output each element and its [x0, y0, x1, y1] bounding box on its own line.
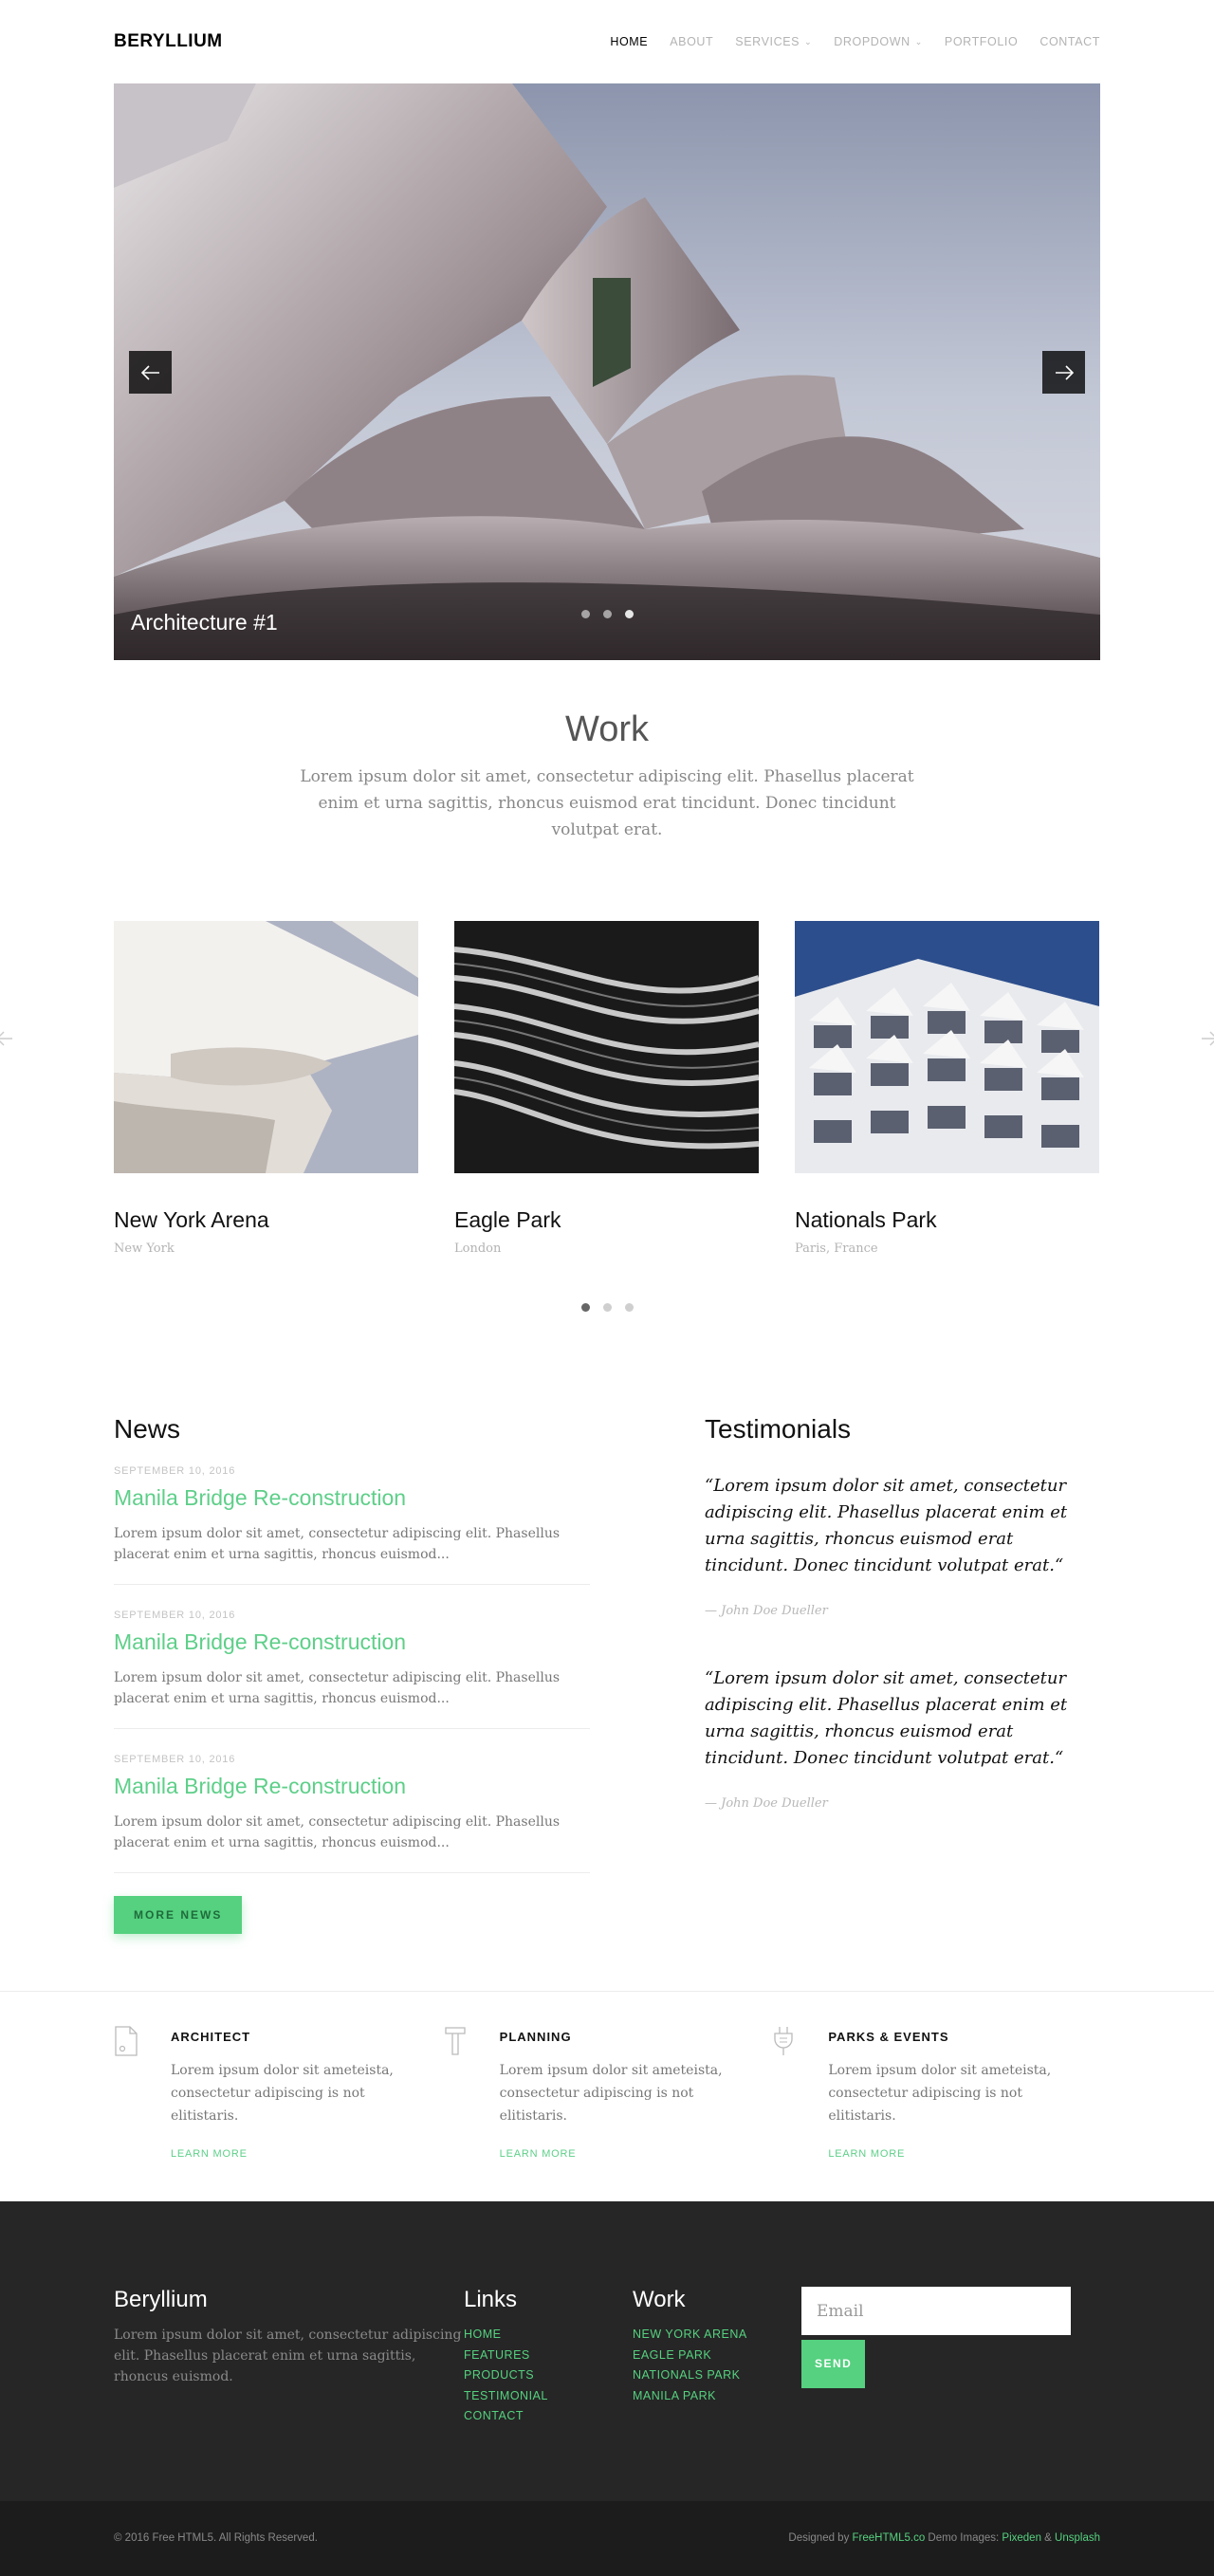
plug-icon: [771, 2026, 796, 2056]
hero-dot-3[interactable]: [625, 610, 634, 618]
work-section: [114, 660, 1100, 1312]
nav-dropdown[interactable]: [834, 35, 923, 48]
bottom-bar: [0, 2501, 1214, 2576]
footer-work: [633, 2287, 801, 2427]
news-testimonials: [114, 1414, 1100, 1934]
work-image-new-york-arena: [114, 921, 418, 1173]
footer-links: [464, 2287, 633, 2427]
hero-pagination: [114, 610, 1100, 618]
footer-links-title: Links: [464, 2287, 518, 2312]
copyright-text: © 2016 Free HTML5. All Rights Reserved.: [114, 2532, 318, 2544]
work-dot-3[interactable]: [625, 1303, 634, 1312]
hero-prev-button[interactable]: [129, 351, 172, 394]
designed-by-label: Designed by: [788, 2532, 850, 2544]
nav-contact-label: CONTACT: [1039, 35, 1100, 48]
hero-slider: [114, 83, 1100, 660]
work-carousel: [114, 921, 1100, 1312]
work-card-location: New York: [114, 1242, 175, 1256]
testimonials-column: [705, 1414, 1100, 1934]
news-item-title[interactable]: Manila Bridge Re-construction: [114, 1629, 407, 1654]
work-card[interactable]: [795, 921, 1099, 1256]
pixeden-link[interactable]: Pixeden: [1002, 2532, 1041, 2544]
nav-dropdown-label: DROPDOWN: [834, 35, 910, 48]
hero-dot-2[interactable]: [603, 610, 612, 618]
work-card-location: Paris, France: [795, 1242, 878, 1256]
work-image-eagle-park: [454, 921, 759, 1173]
nav-about-label: ABOUT: [670, 35, 714, 48]
footer-link-products[interactable]: PRODUCTS: [464, 2368, 535, 2382]
footer-about-title: Beryllium: [114, 2287, 208, 2312]
footer-link-contact[interactable]: CONTACT: [464, 2409, 524, 2422]
nav-portfolio-label: PORTFOLIO: [944, 35, 1019, 48]
footer-about: [114, 2287, 464, 2427]
more-news-button[interactable]: MORE NEWS: [114, 1896, 242, 1934]
hero-caption: Architecture #1: [131, 610, 278, 635]
work-card-title: Nationals Park: [795, 1207, 937, 1232]
news-item-title[interactable]: Manila Bridge Re-construction: [114, 1774, 407, 1798]
feature-title: ARCHITECT: [171, 2030, 251, 2044]
news-item: [114, 1585, 590, 1729]
features-section: [114, 1992, 1100, 2201]
testimonial-author: — John Doe Dueller: [705, 1796, 828, 1811]
learn-more-link[interactable]: LEARN MORE: [499, 2148, 577, 2160]
email-field[interactable]: [801, 2287, 1071, 2335]
hammer-icon: [443, 2026, 468, 2056]
nav-services-label: SERVICES: [735, 35, 800, 48]
nav-services[interactable]: [735, 35, 812, 48]
nav-about[interactable]: [670, 35, 713, 48]
footer-about-text: Lorem ipsum dolor sit amet, consectetur adipiscing elit. Phasellus placerat enim et urna sagittis, rhoncus euismod.: [114, 2328, 462, 2384]
feature-text: Lorem ipsum dolor sit ameteista, consectetur adipiscing is not elitistaris.: [828, 2063, 1052, 2124]
news-date: SEPTEMBER 10, 2016: [114, 1465, 236, 1477]
credits: [788, 2532, 1100, 2544]
work-dot-1[interactable]: [581, 1303, 590, 1312]
main-nav: [588, 35, 1100, 48]
newsletter-form: [801, 2287, 1100, 2427]
feature-title: PARKS & EVENTS: [828, 2030, 949, 2044]
work-card[interactable]: [114, 921, 418, 1256]
news-excerpt: Lorem ipsum dolor sit amet, consectetur adipiscing elit. Phasellus placerat enim et urna sagittis, rhoncus euismod...: [114, 1526, 561, 1562]
nav-contact[interactable]: [1039, 35, 1100, 48]
testimonials-title: Testimonials: [705, 1414, 852, 1444]
footer-work-link[interactable]: NEW YORK ARENA: [633, 2328, 747, 2341]
work-card-title: New York Arena: [114, 1207, 269, 1232]
footer-link-testimonial[interactable]: TESTIMONIAL: [464, 2388, 548, 2402]
footer-link-features[interactable]: FEATURES: [464, 2347, 530, 2362]
news-column: [114, 1414, 590, 1934]
testimonial-author: — John Doe Dueller: [705, 1604, 828, 1618]
footer-work-link[interactable]: NATIONALS PARK: [633, 2368, 741, 2382]
footer-link-home[interactable]: HOME: [464, 2328, 502, 2341]
hero-image: [114, 83, 1100, 660]
learn-more-link[interactable]: LEARN MORE: [171, 2148, 248, 2160]
chevron-down-icon: ⌄: [804, 36, 813, 46]
site-logo[interactable]: BERYLLIUM: [114, 31, 223, 51]
footer-work-link[interactable]: MANILA PARK: [633, 2388, 716, 2402]
site-footer: [0, 2201, 1214, 2501]
site-header: [0, 0, 1214, 83]
news-date: SEPTEMBER 10, 2016: [114, 1754, 236, 1765]
feature-architect: [114, 2026, 443, 2160]
feature-parks-events: [771, 2026, 1100, 2160]
hero-next-button[interactable]: [1042, 351, 1085, 394]
work-image-nationals-park: [795, 921, 1099, 1173]
feature-text: Lorem ipsum dolor sit ameteista, consectetur adipiscing is not elitistaris.: [499, 2063, 723, 2124]
work-title: Work: [565, 709, 649, 749]
hero-dot-1[interactable]: [581, 610, 590, 618]
feature-text: Lorem ipsum dolor sit ameteista, consectetur adipiscing is not elitistaris.: [171, 2063, 394, 2124]
testimonial-quote: “Lorem ipsum dolor sit amet, consectetur adipiscing elit. Phasellus placerat enim et urna sagittis, rhoncus euismod erat tincidunt. Donec tincidunt volutpat erat.“: [705, 1476, 1068, 1575]
footer-work-title: Work: [633, 2287, 686, 2312]
work-card-location: London: [454, 1242, 502, 1256]
carousel-prev-edge-icon[interactable]: [0, 1029, 13, 1048]
news-item: [114, 1444, 590, 1585]
news-excerpt: Lorem ipsum dolor sit amet, consectetur adipiscing elit. Phasellus placerat enim et urna sagittis, rhoncus euismod...: [114, 1670, 561, 1706]
testimonial-quote: “Lorem ipsum dolor sit amet, consectetur adipiscing elit. Phasellus placerat enim et urna sagittis, rhoncus euismod erat tincidunt. Donec tincidunt volutpat erat.“: [705, 1668, 1068, 1768]
news-item-title[interactable]: Manila Bridge Re-construction: [114, 1485, 407, 1510]
document-icon: [114, 2026, 138, 2056]
nav-portfolio[interactable]: [945, 35, 1018, 48]
work-dot-2[interactable]: [603, 1303, 612, 1312]
news-title: News: [114, 1414, 181, 1444]
news-item: [114, 1729, 590, 1873]
demo-images-label: Demo Images:: [928, 2532, 1000, 2544]
carousel-next-edge-icon[interactable]: [1201, 1029, 1214, 1048]
work-card[interactable]: [454, 921, 759, 1256]
arrow-left-icon: [141, 365, 160, 380]
work-pagination: [114, 1303, 1100, 1312]
news-excerpt: Lorem ipsum dolor sit amet, consectetur adipiscing elit. Phasellus placerat enim et urna sagittis, rhoncus euismod...: [114, 1814, 561, 1850]
feature-title: PLANNING: [499, 2030, 572, 2044]
nav-home[interactable]: [610, 35, 648, 48]
chevron-down-icon: ⌄: [914, 36, 923, 46]
designer-link[interactable]: FreeHTML5.co: [852, 2532, 926, 2544]
news-date: SEPTEMBER 10, 2016: [114, 1610, 236, 1621]
footer-work-link[interactable]: EAGLE PARK: [633, 2347, 712, 2362]
work-intro: Lorem ipsum dolor sit amet, consectetur adipiscing elit. Phasellus placerat enim et urna sagittis, rhoncus euismod erat tincidunt. Donec tincidunt volutpat erat.: [300, 767, 914, 839]
send-button[interactable]: SEND: [801, 2340, 865, 2388]
work-card-title: Eagle Park: [454, 1207, 561, 1232]
nav-home-label: HOME: [610, 35, 649, 48]
unsplash-link[interactable]: Unsplash: [1055, 2532, 1100, 2544]
ampersand: &: [1044, 2532, 1052, 2544]
arrow-right-icon: [1055, 365, 1074, 380]
learn-more-link[interactable]: LEARN MORE: [828, 2148, 906, 2160]
feature-planning: [443, 2026, 772, 2160]
